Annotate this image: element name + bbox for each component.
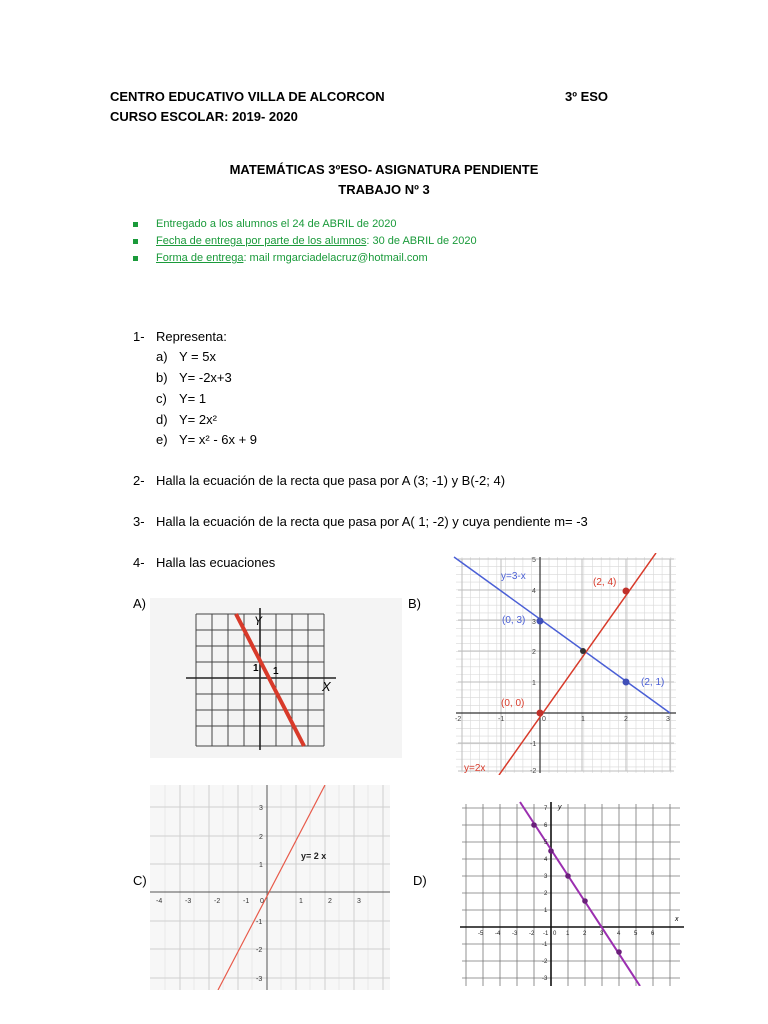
- svg-text:-5: -5: [478, 931, 484, 937]
- svg-text:-3: -3: [542, 976, 548, 982]
- doc-title: MATEMÁTICAS 3ºESO- ASIGNATURA PENDIENTE: [229, 162, 539, 177]
- graph-b-panel: [452, 553, 682, 775]
- svg-text:1: 1: [566, 931, 570, 937]
- graph-b-blue-label: y=3-x: [501, 571, 526, 582]
- svg-text:6: 6: [544, 823, 548, 829]
- q4-text: Halla las ecuaciones: [156, 555, 276, 570]
- q3-text: Halla la ecuación de la recta que pasa por A( 1; -2) y cuya pendiente m= -3: [156, 514, 588, 529]
- svg-text:7: 7: [544, 806, 548, 812]
- svg-text:5: 5: [634, 931, 638, 937]
- svg-text:4: 4: [617, 931, 621, 937]
- school-year: CURSO ESCOLAR: 2019- 2020: [110, 109, 298, 124]
- svg-text:5: 5: [532, 557, 536, 564]
- svg-text:-3: -3: [512, 931, 518, 937]
- svg-text:1: 1: [259, 862, 263, 869]
- svg-text:3: 3: [532, 619, 536, 626]
- svg-text:-1: -1: [243, 898, 250, 905]
- graph-c: [150, 785, 390, 990]
- svg-text:6: 6: [651, 931, 655, 937]
- graph-b-label: B): [408, 596, 421, 611]
- svg-text:0: 0: [542, 716, 546, 723]
- svg-text:-2: -2: [542, 959, 548, 965]
- school-name: CENTRO EDUCATIVO VILLA DE ALCORCON: [110, 89, 385, 104]
- q3-number: 3-: [133, 514, 145, 529]
- graph-a-tick-y1: 1: [253, 663, 259, 674]
- graph-a-x-label: X: [322, 679, 331, 694]
- svg-text:4: 4: [544, 857, 548, 863]
- q1-number: 1-: [133, 329, 145, 344]
- q2-text: Halla la ecuación de la recta que pasa por A (3; -1) y B(-2; 4): [156, 473, 506, 488]
- bullet-due-date: Fecha de entrega por parte de los alumnos: 30 de ABRIL de 2020: [133, 235, 477, 247]
- q1-item-letter: e): [156, 432, 168, 447]
- graph-d-point: [548, 848, 554, 854]
- q1-item-letter: c): [156, 391, 167, 406]
- svg-text:1: 1: [532, 680, 536, 687]
- graph-d-point: [582, 898, 588, 904]
- svg-text:0: 0: [260, 898, 264, 905]
- graph-b-p4-label: (0, 0): [501, 698, 525, 709]
- graph-d-label: D): [413, 873, 427, 888]
- svg-text:-2: -2: [529, 931, 535, 937]
- bullet-square-icon: [133, 222, 138, 227]
- svg-text:-1: -1: [543, 931, 549, 937]
- graph-d-point: [565, 873, 571, 879]
- svg-text:-2: -2: [530, 768, 537, 775]
- svg-text:2: 2: [544, 891, 548, 897]
- q1-item-expr: Y= 1: [179, 391, 207, 406]
- svg-text:2: 2: [259, 834, 263, 841]
- graph-b-point-2-4: [623, 588, 630, 595]
- graph-b-p3-label: (2, 1): [641, 677, 665, 688]
- svg-text:3: 3: [600, 931, 604, 937]
- svg-text:3: 3: [259, 805, 263, 812]
- graph-b-p2-label: (0, 3): [502, 615, 526, 626]
- q1-item-expr: Y = 5x: [179, 349, 216, 364]
- svg-text:-3: -3: [185, 898, 192, 905]
- svg-text:-1: -1: [498, 716, 505, 723]
- graph-a-label: A): [133, 596, 146, 611]
- q1-item-letter: b): [156, 370, 168, 385]
- graph-a-tick-x1: 1: [273, 666, 279, 677]
- grade-label: 3º ESO: [565, 89, 609, 104]
- q1-item-expr: Y= x² - 6x + 9: [179, 432, 258, 447]
- q1-item-letter: a): [156, 349, 168, 364]
- svg-text:-2: -2: [214, 898, 221, 905]
- svg-text:-1: -1: [542, 942, 548, 948]
- graph-b-p1-label: (2, 4): [593, 577, 617, 588]
- svg-text:2: 2: [624, 716, 628, 723]
- q1-item-expr: Y= -2x+3: [179, 370, 232, 385]
- q1-item-expr: Y= 2x²: [179, 412, 217, 427]
- graph-c-label: C): [133, 873, 147, 888]
- doc-subtitle: TRABAJO Nº 3: [338, 182, 430, 197]
- graph-d-y-label: y: [558, 804, 562, 811]
- svg-text:3: 3: [666, 716, 670, 723]
- svg-text:2: 2: [328, 898, 332, 905]
- svg-text:-2: -2: [455, 716, 462, 723]
- svg-text:-4: -4: [156, 898, 163, 905]
- q1-item-letter: d): [156, 412, 168, 427]
- graph-a-plot: [150, 598, 402, 758]
- svg-text:1: 1: [581, 716, 585, 723]
- q2-number: 2-: [133, 473, 145, 488]
- graph-b-point-0-3: [537, 618, 544, 625]
- graph-b-red-label: y=2x: [464, 763, 486, 774]
- graph-b: [452, 553, 682, 775]
- svg-text:-1: -1: [256, 919, 263, 926]
- svg-text:5: 5: [544, 840, 548, 846]
- graph-c-line-label: y= 2 x: [301, 851, 327, 861]
- graph-d-point: [531, 822, 537, 828]
- svg-text:3: 3: [544, 874, 548, 880]
- graph-d: [458, 800, 686, 986]
- graph-b-point-2-1: [623, 679, 630, 686]
- svg-text:4: 4: [532, 588, 536, 595]
- svg-text:-3: -3: [256, 976, 263, 983]
- q4-number: 4-: [133, 555, 145, 570]
- bullet-square-icon: [133, 256, 138, 261]
- svg-text:2: 2: [583, 931, 587, 937]
- graph-d-x-label: x: [675, 916, 679, 923]
- svg-text:-2: -2: [256, 947, 263, 954]
- svg-text:3: 3: [357, 898, 361, 905]
- svg-text:1: 1: [544, 908, 548, 914]
- svg-text:-1: -1: [530, 741, 537, 748]
- graph-d-point: [616, 949, 622, 955]
- svg-text:-4: -4: [495, 931, 501, 937]
- svg-text:2: 2: [532, 649, 536, 656]
- graph-b-point-intersection: [580, 648, 586, 654]
- bullet-square-icon: [133, 239, 138, 244]
- bullet-delivered: Entregado a los alumnos el 24 de ABRIL de 2020: [133, 218, 397, 230]
- q1-text: Representa:: [156, 329, 227, 344]
- graph-a-y-label: Y: [254, 614, 263, 628]
- svg-text:0: 0: [553, 931, 557, 937]
- svg-text:1: 1: [299, 898, 303, 905]
- bullet-delivery-method: Forma de entrega: mail rmgarciadelacruz@hotmail.com: [133, 252, 428, 264]
